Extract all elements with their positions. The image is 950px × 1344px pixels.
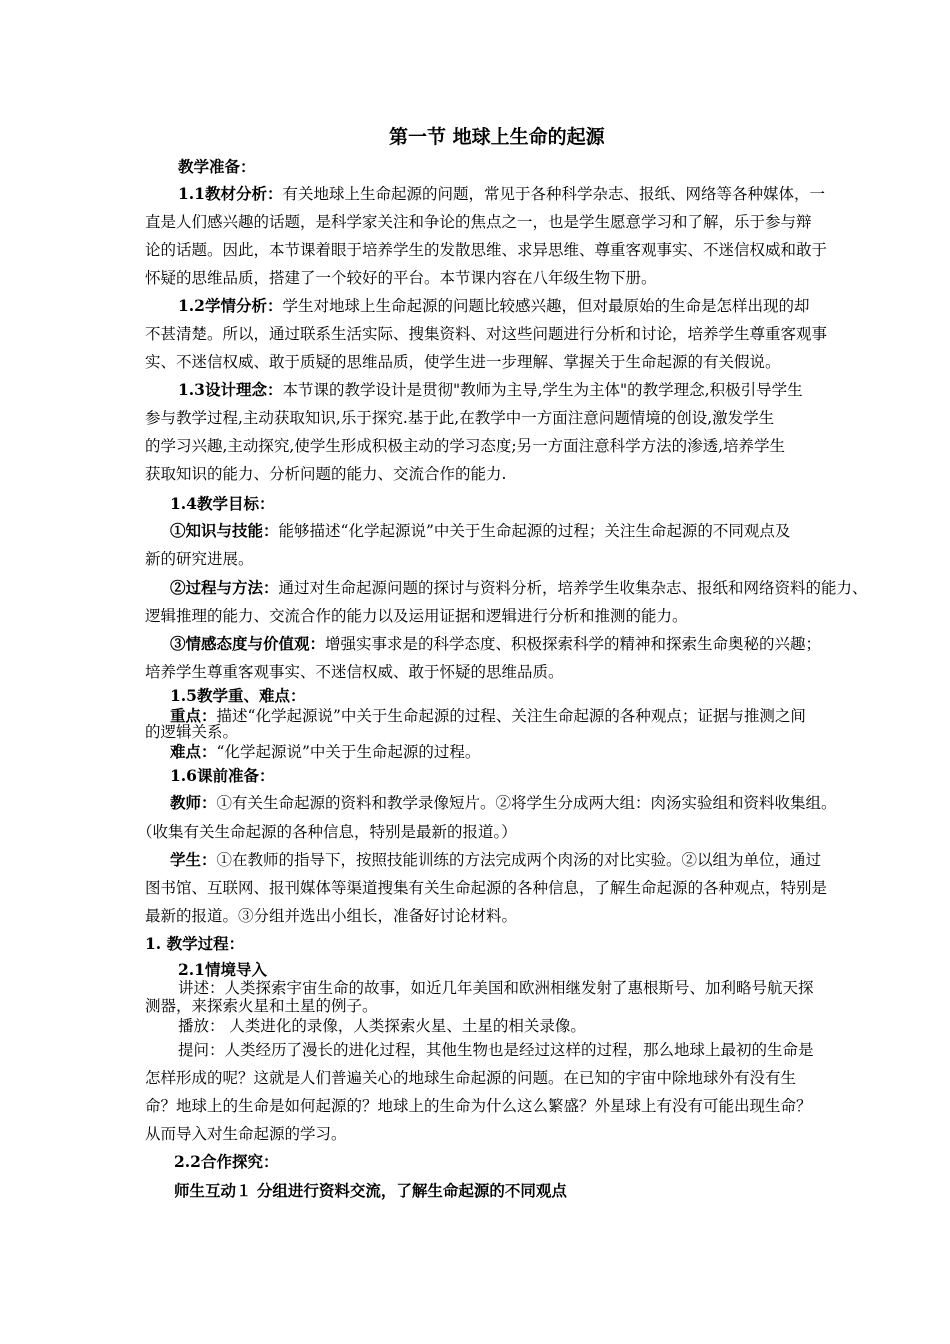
goal-attitude-line-2: 培养学生尊重客观事实、不迷信权威、敢于怀疑的思维品质。 [145,663,564,681]
section-1-3-line-1 [178,380,803,400]
section-1-2-line-1 [178,296,809,316]
section-1-3-text: 本节课的教学设计是贯彻"教师为主导,学生为主体"的教学理念,积极引导学生 [282,381,803,399]
goal-attitude-text: 增强实事求是的科学态度、积极探索科学的精神和探索生命奥秘的兴趣； [325,635,822,653]
section-1-1-line-2: 直是人们感兴趣的话题，是科学家关注和争论的焦点之一，也是学生愿意学习和了解，乐于参与辩 [145,213,812,231]
goal-knowledge-line-2: 新的研究进展。 [145,550,254,568]
student-prep-heading: 学生： [170,850,217,869]
page-title: 第一节 地球上生命的起源 [389,126,605,148]
section-1-6-heading: 1.6课前准备： [170,766,275,785]
goal-knowledge-heading: ①知识与技能： [170,521,279,540]
section-1-5-heading: 1.5教学重、难点： [170,686,306,705]
goal-attitude-heading: ③情感态度与价值观： [170,634,326,653]
key-point-heading: 重点： [170,706,217,725]
section-2-1-line-3: 播放： 人类进化的录像，人类探索火星、土星的相关录像。 [178,1017,586,1035]
difficult-point-text: “化学起源说”中关于生命起源的过程。 [216,743,481,761]
section-1-1-heading: 1.1教材分析： [178,184,283,203]
section-1-1-line-3: 论的话题。因此，本节课着眼于培养学生的发散思维、求异思维、尊重客观事实、不迷信权威和敢于 [145,241,828,259]
section-1-1-line-1 [178,184,825,204]
goal-attitude-line-1 [170,634,821,654]
teacher-prep-line-2: （收集有关生命起源的各种信息，特别是最新的报道。） [137,823,517,841]
section-2-1-heading: 2.1情境导入 [178,960,267,979]
section-1-3-line-3: 的学习兴趣,主动探究,使学生形成积极主动的学习态度;另一方面注意科学方法的渗透,培养学生 [145,437,786,455]
goal-knowledge-line-1 [170,521,790,541]
teacher-prep-text: ①有关生命起源的资料和教学录像短片。②将学生分成两大组：肉汤实验组和资料收集组。 [216,794,837,812]
student-prep-line-1 [170,850,821,870]
section-1-1-text: 有关地球上生命起源的问题，常见于各种科学杂志、报纸、网络等各种媒体，一 [282,185,825,203]
interaction-1-heading: 师生互动１ 分组进行资料交流，了解生命起源的不同观点 [174,1181,567,1200]
section-2-2-heading: 2.2合作探究： [174,1152,279,1171]
section-2-1-line-1: 讲述：人类探索宇宙生命的故事，如近几年美国和欧洲相继发射了惠根斯号、加利略号航天探 [178,979,814,997]
section-2-1-line-5: 怎样形成的呢？这就是人们普遍关心的地球生命起源的问题。在已知的宇宙中除地球外有没有生 [145,1069,797,1087]
goal-process-heading: ②过程与方法： [170,578,279,597]
teacher-prep-heading: 教师： [170,793,217,812]
goal-process-line-1 [170,578,868,598]
section-1-2-line-3: 实、不迷信权威、敢于质疑的思维品质，使学生进一步理解、掌握关于生命起源的有关假说。 [145,353,781,371]
section-2-1-line-4: 提问：人类经历了漫长的进化过程，其他生物也是经过这样的过程，那么地球上最初的生命是 [178,1041,814,1059]
key-point-line-2: 的逻辑关系。 [145,723,239,741]
section-1-3-line-4: 获取知识的能力、分析问题的能力、交流合作的能力. [145,465,507,483]
key-point-text: 描述“化学起源说”中关于生命起源的过程、关注生命起源的各种观点；证据与推测之间 [216,707,806,725]
goal-process-line-2: 逻辑推理的能力、交流合作的能力以及运用证据和逻辑进行分析和推测的能力。 [145,607,688,625]
section-2-1-line-7: 从而导入对生命起源的学习。 [145,1125,347,1143]
goal-process-text: 通过对生命起源问题的探讨与资料分析，培养学生收集杂志、报纸和网络资料的能力、 [278,579,868,597]
difficult-point-heading: 难点： [170,742,217,761]
section-1-2-text: 学生对地球上生命起源的问题比较感兴趣，但对最原始的生命是怎样出现的却 [282,297,810,315]
goal-knowledge-text: 能够描述“化学起源说”中关于生命起源的过程；关注生命起源的不同观点及 [278,522,791,540]
section-1-1-line-4: 怀疑的思维品质，搭建了一个较好的平台。本节课内容在八年级生物下册。 [145,269,657,287]
section-1-2-heading: 1.2学情分析： [178,296,283,315]
student-prep-text: ①在教师的指导下，按照技能训练的方法完成两个肉汤的对比实验。②以组为单位，通过 [216,851,822,869]
difficult-point-line [170,742,480,762]
section-1-3-line-2: 参与教学过程,主动获取知识,乐于探究.基于此,在教学中一方面注意问题情境的创设,激发学生 [145,409,775,427]
student-prep-line-3: 最新的报道。③分组并选出小组长，准备好讨论材料。 [145,907,518,925]
section-1-3-heading: 1.3设计理念： [178,380,283,399]
process-heading: 1. 教学过程： [145,934,245,953]
key-point-line-1 [170,706,806,726]
section-2-1-line-6: 命？地球上的生命是如何起源的？地球上的生命为什么这么繁盛？外星球上有没有可能出现生命？ [145,1097,812,1115]
section-1-2-line-2: 不甚清楚。所以，通过联系生活实际、搜集资料、对这些问题进行分析和讨论，培养学生尊重客观事 [145,325,828,343]
teacher-prep-line-1 [170,793,837,813]
section-1-4-heading: 1.4教学目标： [170,494,275,513]
section-2-1-line-2: 测器，来探索火星和土星的例子。 [145,997,378,1015]
prep-heading: 教学准备： [178,157,256,176]
student-prep-line-2: 图书馆、互联网、报刊媒体等渠道搜集有关生命起源的各种信息，了解生命起源的各种观点，特别是 [145,879,828,897]
